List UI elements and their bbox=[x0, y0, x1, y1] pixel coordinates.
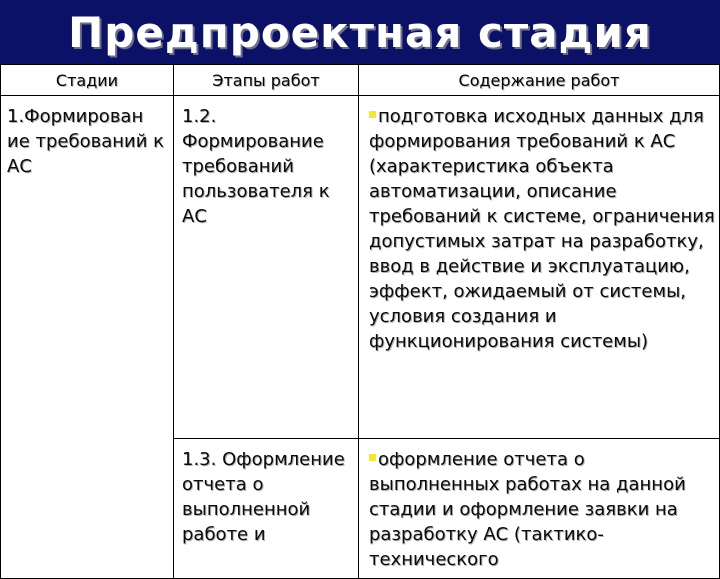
square-bullet-icon bbox=[369, 111, 376, 118]
title-bar bbox=[0, 0, 720, 64]
content-cell bbox=[359, 439, 720, 579]
content-text: подготовка исходных данных для формирования требований к АС (характеристика объекта автоматизации, описание требований к системе, ограничения допустимых затрат на разработку, ввод в действие и эксплуатацию, эффект, ожидаемый от системы, условия создания и функционирования системы) bbox=[369, 106, 715, 352]
content-text: оформление отчета о выполненных работах на данной стадии и оформление заявки на разработку АС (тактико-технического bbox=[369, 449, 686, 570]
header-work-steps: Этапы работ bbox=[174, 65, 359, 96]
header-work-content: Содержание работ bbox=[359, 65, 720, 96]
table-header-row bbox=[1, 65, 720, 96]
header-stages: Стадии bbox=[1, 65, 174, 96]
square-bullet-icon bbox=[369, 454, 376, 461]
content-item bbox=[359, 439, 719, 572]
stages-table bbox=[0, 64, 720, 579]
step-text: 1.3. Оформление отчета о выполненной работе и bbox=[182, 449, 345, 545]
step-text: 1.2. Формирование требований пользователя к АС bbox=[182, 106, 330, 227]
table-row bbox=[1, 96, 720, 439]
content-cell bbox=[359, 96, 720, 439]
step-cell bbox=[174, 439, 359, 579]
stage-cell bbox=[1, 96, 174, 579]
stage-text: 1.Формирован ие требований к АС bbox=[7, 106, 164, 177]
page-title: Предпроектная стадия bbox=[68, 7, 652, 57]
content-item bbox=[359, 96, 719, 354]
step-cell bbox=[174, 96, 359, 439]
